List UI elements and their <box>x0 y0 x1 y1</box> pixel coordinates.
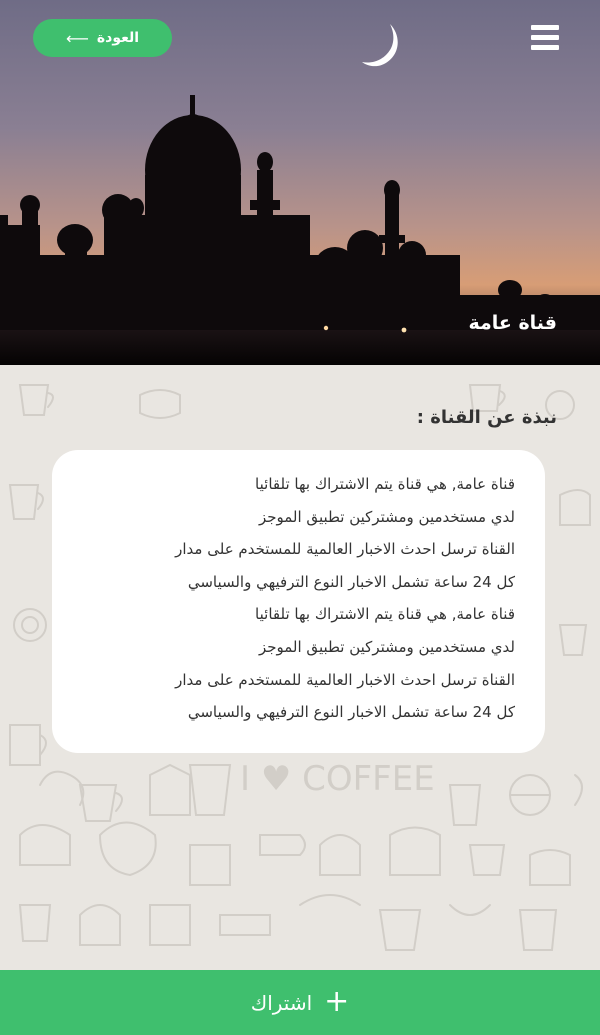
about-line: قناة عامة, هي قناة يتم الاشتراك بها تلقائيا <box>255 605 515 624</box>
about-line: القناة ترسل احدث الاخبار العالمية للمستخدم على مدار <box>175 540 515 559</box>
hero-banner <box>0 0 600 365</box>
about-line: كل 24 ساعة تشمل الاخبار النوع الترفيهي والسياسي <box>187 703 515 722</box>
svg-text:I ♥ COFFEE: I ♥ COFFEE <box>240 759 435 799</box>
subscribe-button[interactable] <box>0 970 600 1035</box>
content-area <box>0 365 600 970</box>
about-line: القناة ترسل احدث الاخبار العالمية للمستخدم على مدار <box>175 670 515 689</box>
back-button-label: العودة <box>96 30 140 46</box>
about-line: لدي مستخدمين ومشتركين تطبيق الموجز <box>258 507 515 526</box>
subscribe-label: اشتراك <box>250 990 313 1015</box>
about-line: قناة عامة, هي قناة يتم الاشتراك بها تلقائيا <box>255 475 515 493</box>
about-heading: نبذة عن القناة : <box>416 407 557 428</box>
hamburger-menu-icon[interactable] <box>531 25 559 51</box>
about-line: لدي مستخدمين ومشتركين تطبيق الموجز <box>258 637 515 656</box>
about-line: كل 24 ساعة تشمل الاخبار النوع الترفيهي والسياسي <box>187 572 515 591</box>
crescent-moon-icon <box>360 22 404 68</box>
plus-icon: + <box>324 983 350 1019</box>
back-button[interactable] <box>33 19 172 57</box>
channel-title: قناة عامة <box>468 312 557 334</box>
about-card <box>52 450 545 753</box>
arrow-left-icon: ⟵ <box>65 28 89 48</box>
